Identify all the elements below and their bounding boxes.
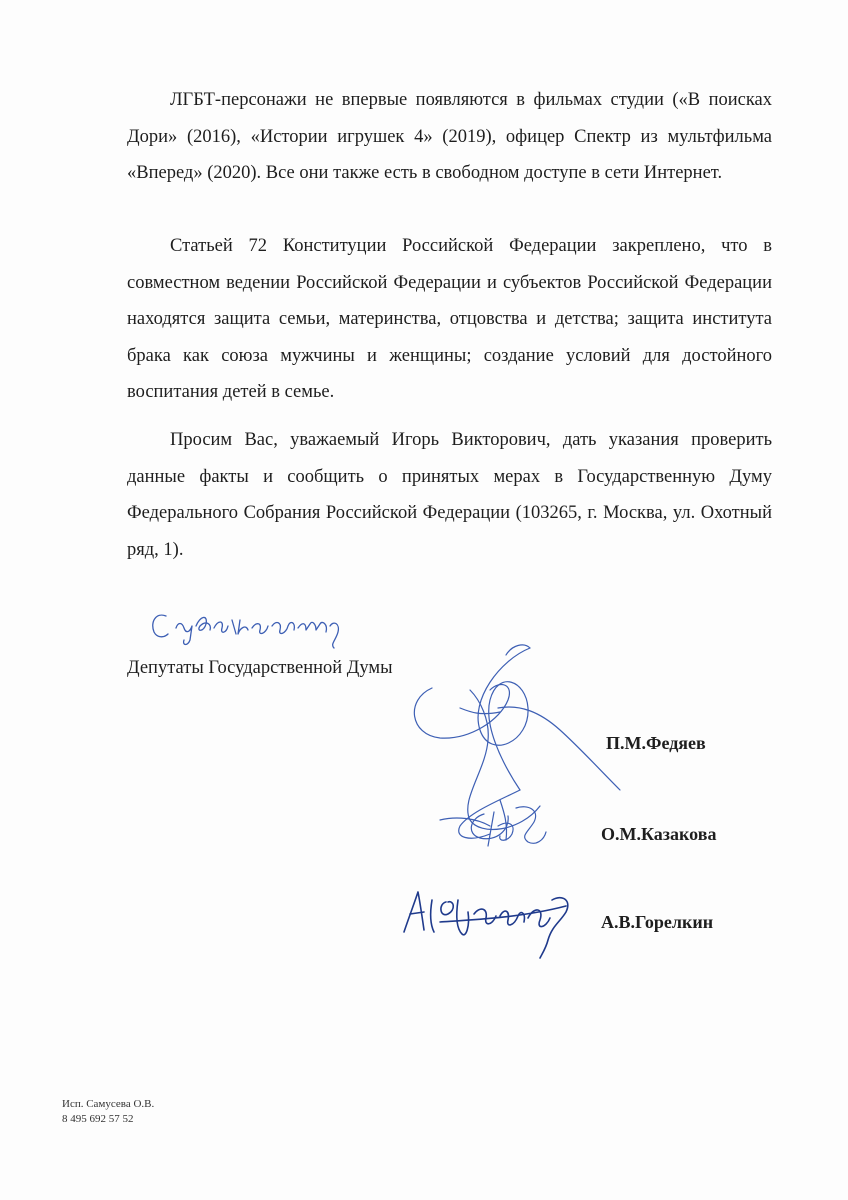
signer-name-fedyaev: П.М.Федяев [606,733,706,753]
handwritten-closing [153,615,339,648]
paragraph-request: Просим Вас, уважаемый Игорь Викторович, дать указания проверить данные факты и сообщить о принятых мерах в Государственную Думу Федерального Собрания Российской Федерации (103265, г. Москва, ул. Охотный ряд, 1). [127,430,772,560]
executor-phone: 8 495 692 57 52 [62,1113,134,1125]
signature-kazakova [440,800,546,846]
signer-name-gorelkin: А.В.Горелкин [601,912,714,932]
paragraph-constitution-article-72: Статьей 72 Конституции Российской Федерации закреплено, что в совместном ведении Российской Федерации и субъектов Российской Федерации находятся защита семьи, материнства, отцовства и детства; защита института брака как союза мужчины и женщины; создание условий для достойного воспитания детей в семье. [127,236,772,402]
executor-name: Исп. Самусева О.В. [62,1098,155,1110]
signature-fedyaev [414,645,620,838]
signature-gorelkin [404,892,568,958]
signer-name-kazakova: О.М.Казакова [601,824,717,844]
deputies-heading: Депутаты Государственной Думы [127,658,393,678]
executor-footer [62,1097,154,1127]
paragraph-lgbt-characters: ЛГБТ-персонажи не впервые появляются в фильмах студии («В поисках Дори» (2016), «Истории игрушек 4» (2019), офицер Спектр из мультфильма «Вперед» (2020). Все они также есть в свободном доступе в сети Интернет. [127,90,772,183]
